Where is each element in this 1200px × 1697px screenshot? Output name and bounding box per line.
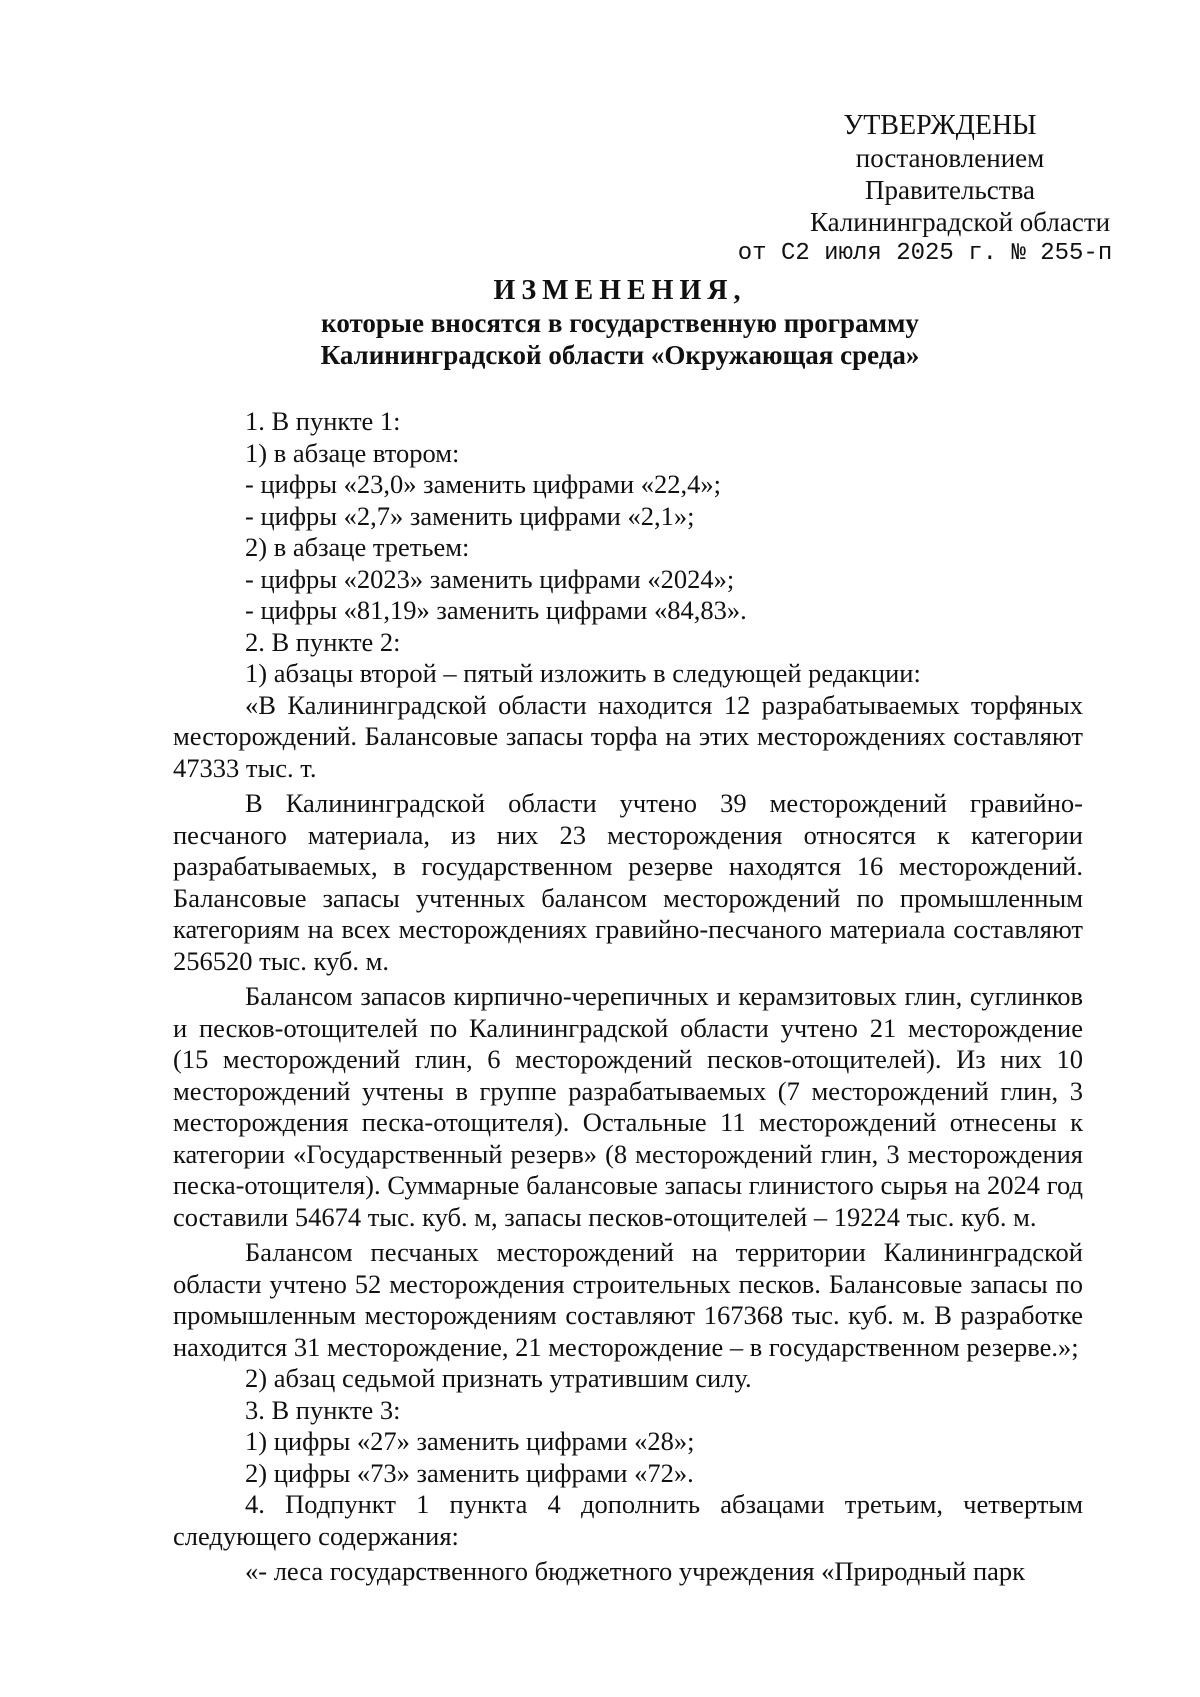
paragraph: «В Калининградской области находится 12 разрабатываемых торфяных месторождений. Балансовые запасы торфа на этих месторождениях составляют 47333 тыс. т. — [173, 689, 1083, 783]
document-title: ИЗМЕНЕНИЯ, — [493, 275, 747, 306]
document-subtitle-line-1: которые вносятся в государственную программу — [321, 308, 919, 338]
approval-stamp — [720, 110, 1120, 270]
paragraph: 2) в абзаце третьем: — [245, 532, 470, 562]
paragraph: В Калининградской области учтено 39 месторождений гравийно-песчаного материала, из них 23 месторождения относятся к категории разрабатываемых, в государственном резерве находятся 16 месторождений. Балансовые запасы учтенных балансом месторождений по промышленным категориям на всех месторождениях гравийно-песчаного материала составляют 256520 тыс. куб. м. — [173, 788, 1083, 976]
paragraph: - цифры «23,0» заменить цифрами «22,4»; — [245, 469, 721, 499]
paragraph: 2) цифры «73» заменить цифрами «72». — [245, 1457, 694, 1488]
document-body — [173, 406, 1083, 1588]
paragraph: 1) абзацы второй – пятый изложить в следующей редакции: — [245, 658, 921, 688]
approval-line-region: Калининградской области — [809, 207, 1111, 237]
paragraph: - цифры «2,7» заменить цифрами «2,1»; — [245, 500, 695, 531]
paragraph: 2) абзац седьмой признать утратившим силу. — [245, 1363, 752, 1393]
paragraph: 1. В пункте 1: — [245, 406, 401, 436]
paragraph: Балансом песчаных месторождений на территории Калининградской области учтено 52 месторождения строительных песков. Балансовые запасы по промышленным месторождениям составляют 167368 тыс. куб. м. В разработке находится 31 месторождение, 21 месторождение – в государственном резерве.»; — [173, 1237, 1083, 1362]
approval-title: УТВЕРЖДЕНЫ — [843, 110, 1037, 141]
paragraph: Балансом запасов кирпично-черепичных и керамзитовых глин, суглинков и песков-отощителей по Калининградской области учтено 21 месторождение (15 месторождений глин, 6 месторождений песков-отощителей). Из них 10 месторождений учтены в группе разрабатываемых (7 месторождений глин, 3 месторождения песка-отощителя). Остальные 11 месторождений отнесены к категории «Государственный резерв» (8 месторождений глин, 3 месторождения песка-отощителя). Суммарные балансовые запасы глинистого сырья на 2024 год составили 54674 тыс. куб. м, запасы песков-отощителей – 19224 тыс. куб. м. — [173, 981, 1083, 1232]
paragraph: 1) цифры «27» заменить цифрами «28»; — [245, 1426, 695, 1456]
paragraph: 2. В пункте 2: — [245, 626, 401, 657]
paragraph: - цифры «2023» заменить цифрами «2024»; — [245, 563, 735, 594]
paragraph: 1) в абзаце втором: — [245, 437, 460, 468]
paragraph: 4. Подпункт 1 пункта 4 дополнить абзацами третьим, четвертым следующего содержания: — [173, 1489, 1083, 1551]
document-subtitle-line-2: Калининградской области «Окружающая среда» — [320, 340, 920, 370]
document-heading — [170, 275, 1070, 371]
approval-line-date-number: от С2 июля 2025 г. № 255-п — [737, 240, 1113, 267]
paragraph: «- леса государственного бюджетного учреждения «Природный парк — [245, 1556, 1026, 1586]
paragraph: - цифры «81,19» заменить цифрами «84,83». — [245, 595, 747, 625]
paragraph: 3. В пункте 3: — [245, 1394, 401, 1425]
approval-line-resolution: постановлением Правительства — [855, 143, 1045, 205]
